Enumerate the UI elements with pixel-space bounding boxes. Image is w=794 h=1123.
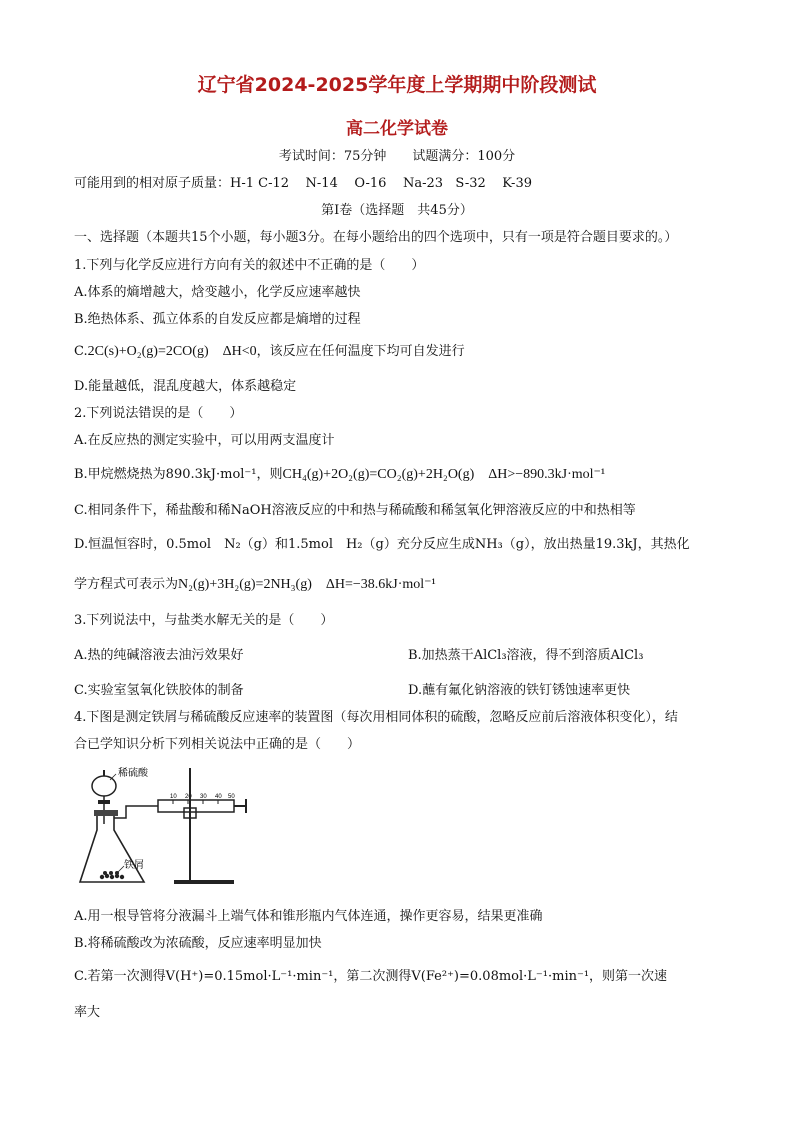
q1-option-a: A.体系的熵增越大，焓变越小，化学反应速率越快: [74, 285, 361, 300]
q1-option-c-prefix: C.: [74, 344, 88, 359]
q2-stem: 2.下列说法错误的是（ ）: [74, 406, 243, 421]
label-dilute-sulfuric-acid: 稀硫酸: [118, 768, 148, 779]
syringe-scale-30: 30: [200, 794, 207, 800]
q3-option-d: D.蘸有氟化钠溶液的铁钉锈蚀速率更快: [408, 683, 631, 698]
exam-time: 考试时间：75分钟: [278, 149, 387, 164]
q2-option-a: A.在反应热的测定实验中，可以用两支温度计: [74, 433, 335, 448]
q1-option-c-formula: 2C(s)+O₂(g)=2CO(g) ΔH<0: [87, 344, 257, 359]
syringe-scale-50: 50: [228, 794, 235, 800]
syringe-scale-40: 40: [215, 794, 222, 800]
q1-stem: 1.下列与化学反应进行方向有关的叙述中不正确的是（ ）: [74, 258, 425, 273]
q4-option-a: A.用一根导管将分液漏斗上端气体和锥形瓶内气体连通，操作更容易，结果更准确: [74, 909, 543, 924]
q1-option-d: D.能量越低，混乱度越大，体系越稳定: [74, 379, 297, 394]
q4-option-c-line1: C.若第一次测得V(H⁺)=0.15mol·L⁻¹·min⁻¹，第二次测得V(Fe²⁺)=0.08mol·L⁻¹·min⁻¹，则第一次速: [74, 969, 668, 984]
iron-stand-base: [174, 880, 234, 884]
q1-option-c-suffix: ，该反应在任何温度下均可自发进行: [256, 344, 465, 359]
section-instruction: 一、选择题（本题共15个小题，每小题3分。在每小题给出的四个选项中，只有一项是符合题目要求的。）: [74, 230, 678, 245]
q2-option-b: [74, 466, 605, 484]
q3-option-a: A.热的纯碱溶液去油污效果好: [74, 648, 244, 663]
q3-option-c: C.实验室氢氧化铁胶体的制备: [74, 683, 244, 698]
iron-filings: [100, 871, 124, 879]
q1-option-c: [74, 343, 465, 361]
reaction-apparatus-figure: [78, 764, 254, 888]
q2-option-b-formula: CH₄(g)+2O₂(g)=CO₂(g)+2H₂O(g) ΔH>−890.3kJ·mol⁻¹: [282, 467, 606, 482]
q2-option-c: C.相同条件下，稀盐酸和稀NaOH溶液反应的中和热与稀硫酸和稀氢氧化钾溶液反应的中和热相等: [74, 503, 636, 518]
separatory-funnel: [92, 776, 116, 796]
syringe-scale-20: 20: [185, 794, 192, 800]
label-iron-filings: 铁屑: [124, 860, 144, 871]
q1-option-b: B.绝热体系、孤立体系的自发反应都是熵增的过程: [74, 312, 361, 327]
q4-stem-line1: 4.下图是测定铁屑与稀硫酸反应速率的装置图（每次用相同体积的硫酸，忽略反应前后溶液体积变化），结: [74, 710, 678, 725]
flask-stopper: [94, 810, 118, 816]
full-score: 试题满分：100分: [412, 149, 516, 164]
section-title: 第Ⅰ卷（选择题 共45分）: [321, 203, 473, 218]
q2-option-d-formula: N₂(g)+3H₂(g)=2NH₃(g) ΔH=−38.6kJ·mol⁻¹: [178, 577, 436, 592]
q2-option-d-line2: [74, 576, 436, 594]
q2-option-d-prefix: 学方程式可表示为: [74, 577, 179, 592]
q3-option-b: B.加热蒸干AlCl₃溶液，得不到溶质AlCl₃: [408, 648, 644, 663]
q4-option-b: B.将稀硫酸改为浓硫酸，反应速率明显加快: [74, 936, 322, 951]
funnel-stopcock: [98, 800, 110, 804]
exam-title: 辽宁省2024-2025学年度上学期期中阶段测试: [197, 74, 597, 96]
q2-option-d-line1: D.恒温恒容时，0.5mol N₂（g）和1.5mol H₂（g）充分反应生成NH₃（g），放出热量19.3kJ，其热化: [74, 537, 690, 552]
syringe-scale-10: 10: [170, 794, 177, 800]
exam-info: [0, 148, 794, 166]
q2-option-b-prefix: B.甲烷燃烧热为890.3kJ·mol⁻¹，则: [74, 467, 283, 482]
q3-stem: 3.下列说法中，与盐类水解无关的是（ ）: [74, 613, 334, 628]
q4-stem-line2: 合已学知识分析下列相关说法中正确的是（ ）: [74, 737, 361, 752]
q4-option-c-line2: 率大: [74, 1005, 101, 1020]
delivery-tube: [114, 806, 158, 818]
exam-subtitle: 高二化学试卷: [346, 119, 448, 139]
atomic-masses: 可能用到的相对原子质量：H-1 C-12 N-14 O-16 Na-23 S-32 K-39: [74, 176, 532, 191]
